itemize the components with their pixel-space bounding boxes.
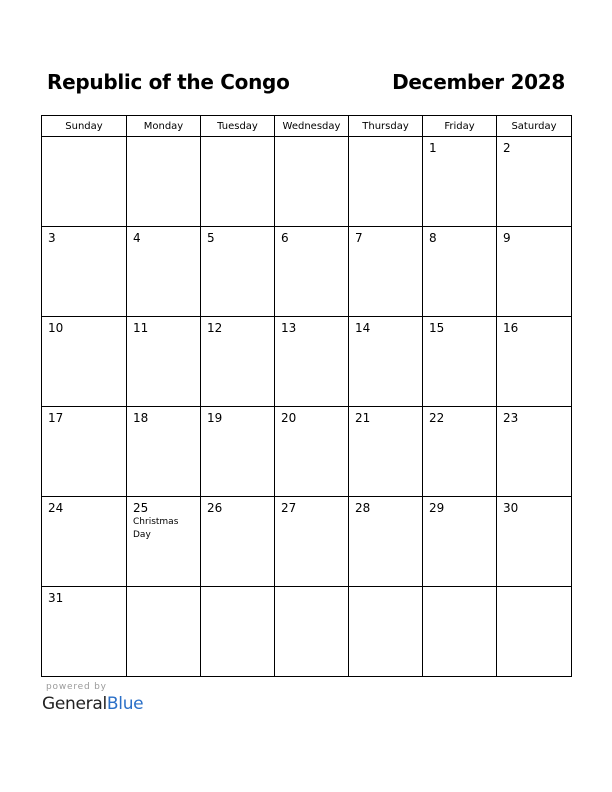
day-cell: [275, 497, 349, 587]
day-cell: [275, 317, 349, 407]
day-cell: [423, 227, 497, 317]
day-cell: [127, 137, 201, 227]
day-number: 26: [207, 501, 223, 515]
day-cell: [127, 587, 201, 677]
day-cell: [497, 407, 572, 497]
day-number: 1: [429, 141, 437, 155]
day-number: 30: [503, 501, 519, 515]
week-row-1: [42, 137, 572, 227]
weekday-thursday: Thursday: [349, 116, 423, 137]
day-number: 29: [429, 501, 445, 515]
weekday-friday: Friday: [423, 116, 497, 137]
week-row-4: [42, 407, 572, 497]
day-cell: [349, 407, 423, 497]
day-number: 14: [355, 321, 371, 335]
day-cell: [127, 497, 201, 587]
generalblue-logo[interactable]: [42, 694, 143, 714]
day-cell: [423, 587, 497, 677]
day-cell: [42, 227, 127, 317]
day-cell: [275, 407, 349, 497]
day-number: 27: [281, 501, 297, 515]
day-number: 23: [503, 411, 519, 425]
day-number: 18: [133, 411, 149, 425]
week-row-2: [42, 227, 572, 317]
day-cell: [201, 497, 275, 587]
weekday-monday: Monday: [127, 116, 201, 137]
day-cell: [275, 227, 349, 317]
calendar-grid: [41, 115, 572, 677]
day-cell: [42, 497, 127, 587]
day-cell: [127, 407, 201, 497]
day-number: 22: [429, 411, 445, 425]
day-cell: [42, 317, 127, 407]
powered-by-text: powered by: [46, 682, 107, 692]
day-cell: [275, 587, 349, 677]
country-title: Republic of the Congo: [47, 70, 290, 94]
day-number: 15: [429, 321, 445, 335]
day-number: 25: [133, 501, 149, 515]
day-cell: [349, 227, 423, 317]
weekday-wednesday: Wednesday: [275, 116, 349, 137]
day-cell: [349, 137, 423, 227]
holiday-label: Christmas Day: [133, 517, 179, 540]
day-number: 5: [207, 231, 215, 245]
week-row-5: [42, 497, 572, 587]
day-cell: [349, 317, 423, 407]
day-number: 6: [281, 231, 289, 245]
day-number: 19: [207, 411, 223, 425]
day-number: 10: [48, 321, 64, 335]
day-cell: [497, 137, 572, 227]
day-number: 2: [503, 141, 511, 155]
day-cell: [201, 137, 275, 227]
day-number: 11: [133, 321, 149, 335]
day-number: 8: [429, 231, 437, 245]
day-cell: [423, 407, 497, 497]
day-cell: [201, 227, 275, 317]
day-cell: [423, 497, 497, 587]
weekday-header-row: [42, 116, 572, 137]
weekday-sunday: Sunday: [42, 116, 127, 137]
day-cell: [201, 587, 275, 677]
day-number: 21: [355, 411, 371, 425]
day-cell: [497, 587, 572, 677]
brand-blue-text: Blue: [106, 694, 144, 714]
day-cell: [349, 497, 423, 587]
day-number: 20: [281, 411, 297, 425]
day-number: 7: [355, 231, 363, 245]
weekday-saturday: Saturday: [497, 116, 572, 137]
brand-general-text: General: [42, 694, 107, 714]
day-number: 31: [48, 591, 64, 605]
day-number: 3: [48, 231, 56, 245]
week-row-6: [42, 587, 572, 677]
day-cell: [127, 317, 201, 407]
day-cell: [497, 317, 572, 407]
day-cell: [423, 137, 497, 227]
day-cell: [423, 317, 497, 407]
day-cell: [127, 227, 201, 317]
day-number: 16: [503, 321, 519, 335]
day-cell: [42, 407, 127, 497]
day-number: 4: [133, 231, 141, 245]
day-cell: [42, 137, 127, 227]
day-number: 9: [503, 231, 511, 245]
day-cell: [497, 227, 572, 317]
week-row-3: [42, 317, 572, 407]
day-cell: [275, 137, 349, 227]
day-number: 28: [355, 501, 371, 515]
day-number: 12: [207, 321, 223, 335]
month-year-title: December 2028: [392, 70, 565, 94]
day-number: 13: [281, 321, 297, 335]
day-number: 17: [48, 411, 64, 425]
weekday-tuesday: Tuesday: [201, 116, 275, 137]
day-cell: [42, 587, 127, 677]
day-cell: [497, 497, 572, 587]
day-cell: [201, 317, 275, 407]
day-number: 24: [48, 501, 64, 515]
day-cell: [349, 587, 423, 677]
day-cell: [201, 407, 275, 497]
